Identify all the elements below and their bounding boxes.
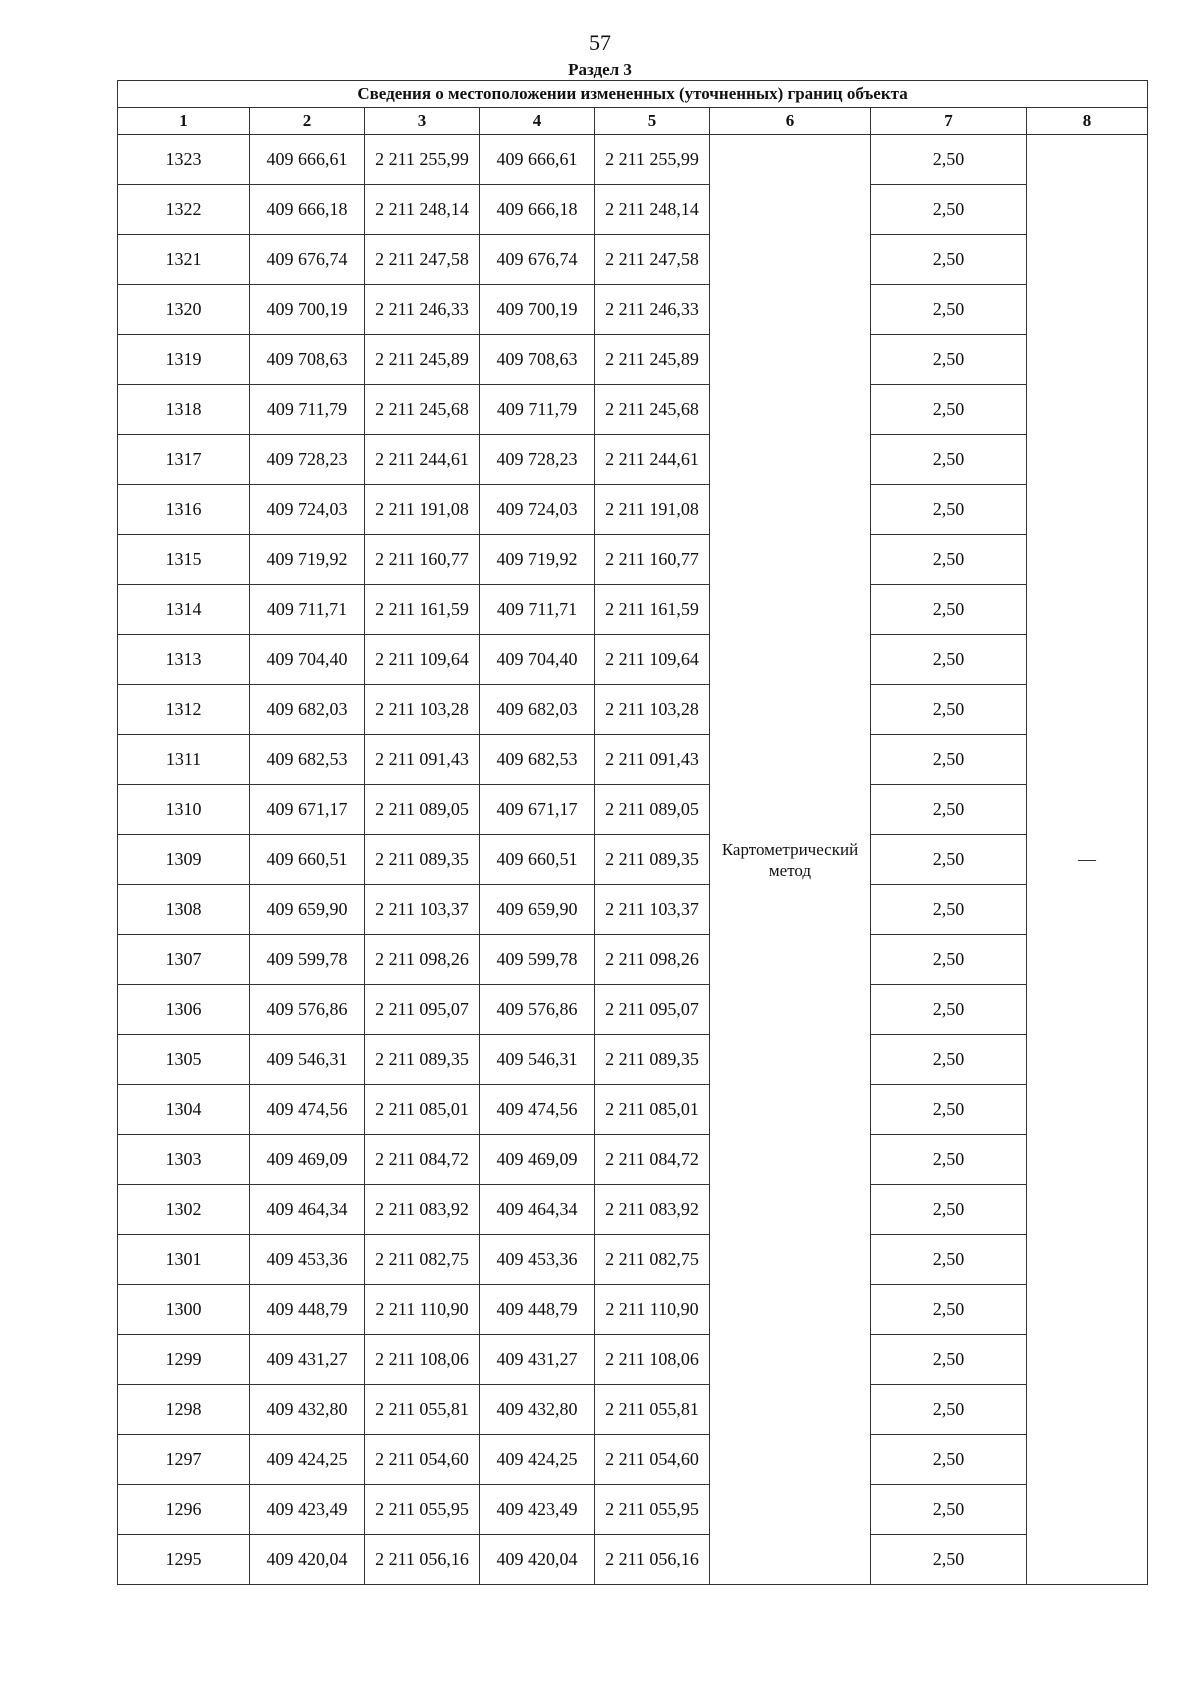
y-coordinate-cell: 2 211 245,68: [365, 385, 480, 435]
table-row: [118, 785, 1148, 835]
table-row: [118, 485, 1148, 535]
x-coordinate-cell: 409 576,86: [250, 985, 365, 1035]
x-coordinate-cell: 409 431,27: [250, 1335, 365, 1385]
table-row: [118, 935, 1148, 985]
accuracy-cell: 2,50: [871, 485, 1027, 535]
y-coordinate-cell: 2 211 103,28: [365, 685, 480, 735]
y-coordinate-cell: 2 211 108,06: [365, 1335, 480, 1385]
x-coordinate-cell: 409 676,74: [480, 235, 595, 285]
table-row: [118, 885, 1148, 935]
x-coordinate-cell: 409 676,74: [250, 235, 365, 285]
y-coordinate-cell: 2 211 246,33: [595, 285, 710, 335]
x-coordinate-cell: 409 671,17: [250, 785, 365, 835]
table-row: [118, 835, 1148, 885]
x-coordinate-cell: 409 708,63: [480, 335, 595, 385]
x-coordinate-cell: 409 448,79: [250, 1285, 365, 1335]
table-row: [118, 1085, 1148, 1135]
column-number-header: 1: [118, 108, 250, 135]
y-coordinate-cell: 2 211 245,89: [595, 335, 710, 385]
x-coordinate-cell: 409 453,36: [480, 1235, 595, 1285]
x-coordinate-cell: 409 682,03: [250, 685, 365, 735]
accuracy-cell: 2,50: [871, 535, 1027, 585]
accuracy-cell: 2,50: [871, 685, 1027, 735]
table-row: [118, 335, 1148, 385]
table-row: [118, 1385, 1148, 1435]
point-number-cell: 1300: [118, 1285, 250, 1335]
accuracy-cell: 2,50: [871, 385, 1027, 435]
point-number-cell: 1315: [118, 535, 250, 585]
x-coordinate-cell: 409 432,80: [250, 1385, 365, 1435]
point-number-cell: 1308: [118, 885, 250, 935]
y-coordinate-cell: 2 211 089,35: [365, 1035, 480, 1085]
accuracy-cell: 2,50: [871, 1235, 1027, 1285]
x-coordinate-cell: 409 546,31: [480, 1035, 595, 1085]
x-coordinate-cell: 409 700,19: [480, 285, 595, 335]
x-coordinate-cell: 409 432,80: [480, 1385, 595, 1435]
x-coordinate-cell: 409 453,36: [250, 1235, 365, 1285]
x-coordinate-cell: 409 666,61: [250, 135, 365, 185]
column-number-header: 4: [480, 108, 595, 135]
y-coordinate-cell: 2 211 110,90: [595, 1285, 710, 1335]
column-number-header: 6: [710, 108, 871, 135]
table-body: [118, 135, 1148, 1585]
x-coordinate-cell: 409 728,23: [480, 435, 595, 485]
y-coordinate-cell: 2 211 084,72: [595, 1135, 710, 1185]
y-coordinate-cell: 2 211 085,01: [365, 1085, 480, 1135]
accuracy-cell: 2,50: [871, 1335, 1027, 1385]
table-row: [118, 185, 1148, 235]
y-coordinate-cell: 2 211 109,64: [365, 635, 480, 685]
y-coordinate-cell: 2 211 255,99: [595, 135, 710, 185]
x-coordinate-cell: 409 724,03: [480, 485, 595, 535]
accuracy-cell: 2,50: [871, 985, 1027, 1035]
table-caption-row: [118, 81, 1148, 108]
table-row: [118, 235, 1148, 285]
point-number-cell: 1310: [118, 785, 250, 835]
x-coordinate-cell: 409 659,90: [250, 885, 365, 935]
column-number-header: 7: [871, 108, 1027, 135]
accuracy-cell: 2,50: [871, 1135, 1027, 1185]
table-row: [118, 1135, 1148, 1185]
y-coordinate-cell: 2 211 055,81: [365, 1385, 480, 1435]
column-number-row: [118, 108, 1148, 135]
y-coordinate-cell: 2 211 089,35: [595, 835, 710, 885]
y-coordinate-cell: 2 211 103,37: [365, 885, 480, 935]
x-coordinate-cell: 409 599,78: [480, 935, 595, 985]
accuracy-cell: 2,50: [871, 185, 1027, 235]
x-coordinate-cell: 409 711,79: [480, 385, 595, 435]
table-row: [118, 1235, 1148, 1285]
point-number-cell: 1301: [118, 1235, 250, 1285]
x-coordinate-cell: 409 424,25: [480, 1435, 595, 1485]
accuracy-cell: 2,50: [871, 1285, 1027, 1335]
y-coordinate-cell: 2 211 103,37: [595, 885, 710, 935]
column-number-header: 5: [595, 108, 710, 135]
accuracy-cell: 2,50: [871, 235, 1027, 285]
y-coordinate-cell: 2 211 108,06: [595, 1335, 710, 1385]
table-row: [118, 635, 1148, 685]
x-coordinate-cell: 409 599,78: [250, 935, 365, 985]
x-coordinate-cell: 409 660,51: [250, 835, 365, 885]
y-coordinate-cell: 2 211 055,95: [365, 1485, 480, 1535]
point-number-cell: 1307: [118, 935, 250, 985]
y-coordinate-cell: 2 211 161,59: [365, 585, 480, 635]
table-row: [118, 1335, 1148, 1385]
table-row: [118, 735, 1148, 785]
y-coordinate-cell: 2 211 110,90: [365, 1285, 480, 1335]
x-coordinate-cell: 409 576,86: [480, 985, 595, 1035]
point-number-cell: 1312: [118, 685, 250, 735]
point-number-cell: 1320: [118, 285, 250, 335]
accuracy-cell: 2,50: [871, 335, 1027, 385]
point-number-cell: 1314: [118, 585, 250, 635]
table-caption: Сведения о местоположении измененных (уточненных) границ объекта: [118, 81, 1148, 108]
x-coordinate-cell: 409 719,92: [480, 535, 595, 585]
point-number-cell: 1309: [118, 835, 250, 885]
x-coordinate-cell: 409 666,18: [250, 185, 365, 235]
x-coordinate-cell: 409 660,51: [480, 835, 595, 885]
x-coordinate-cell: 409 423,49: [250, 1485, 365, 1535]
point-number-cell: 1316: [118, 485, 250, 535]
y-coordinate-cell: 2 211 098,26: [595, 935, 710, 985]
y-coordinate-cell: 2 211 056,16: [595, 1535, 710, 1585]
y-coordinate-cell: 2 211 054,60: [595, 1435, 710, 1485]
table-row: [118, 1485, 1148, 1535]
table-row: [118, 1185, 1148, 1235]
column-number-header: 2: [250, 108, 365, 135]
y-coordinate-cell: 2 211 089,35: [365, 835, 480, 885]
y-coordinate-cell: 2 211 109,64: [595, 635, 710, 685]
y-coordinate-cell: 2 211 082,75: [595, 1235, 710, 1285]
x-coordinate-cell: 409 704,40: [250, 635, 365, 685]
accuracy-cell: 2,50: [871, 935, 1027, 985]
y-coordinate-cell: 2 211 083,92: [365, 1185, 480, 1235]
point-number-cell: 1313: [118, 635, 250, 685]
column-8-cell: —: [1027, 135, 1148, 1585]
accuracy-cell: 2,50: [871, 785, 1027, 835]
y-coordinate-cell: 2 211 248,14: [595, 185, 710, 235]
accuracy-cell: 2,50: [871, 1085, 1027, 1135]
y-coordinate-cell: 2 211 055,81: [595, 1385, 710, 1435]
point-number-cell: 1303: [118, 1135, 250, 1185]
point-number-cell: 1318: [118, 385, 250, 435]
y-coordinate-cell: 2 211 246,33: [365, 285, 480, 335]
x-coordinate-cell: 409 711,71: [250, 585, 365, 635]
x-coordinate-cell: 409 448,79: [480, 1285, 595, 1335]
x-coordinate-cell: 409 424,25: [250, 1435, 365, 1485]
page-number: 57: [589, 30, 611, 55]
accuracy-cell: 2,50: [871, 1385, 1027, 1435]
y-coordinate-cell: 2 211 089,35: [595, 1035, 710, 1085]
accuracy-cell: 2,50: [871, 1535, 1027, 1585]
accuracy-cell: 2,50: [871, 885, 1027, 935]
y-coordinate-cell: 2 211 098,26: [365, 935, 480, 985]
x-coordinate-cell: 409 711,71: [480, 585, 595, 635]
table-row: [118, 385, 1148, 435]
y-coordinate-cell: 2 211 054,60: [365, 1435, 480, 1485]
accuracy-cell: 2,50: [871, 435, 1027, 485]
x-coordinate-cell: 409 671,17: [480, 785, 595, 835]
y-coordinate-cell: 2 211 244,61: [595, 435, 710, 485]
table-row: [118, 1535, 1148, 1585]
accuracy-cell: 2,50: [871, 585, 1027, 635]
x-coordinate-cell: 409 682,03: [480, 685, 595, 735]
section-title: Раздел 3: [568, 60, 632, 79]
point-number-cell: 1297: [118, 1435, 250, 1485]
table-row: [118, 585, 1148, 635]
x-coordinate-cell: 409 469,09: [480, 1135, 595, 1185]
y-coordinate-cell: 2 211 095,07: [365, 985, 480, 1035]
point-number-cell: 1302: [118, 1185, 250, 1235]
table-row: [118, 1435, 1148, 1485]
y-coordinate-cell: 2 211 091,43: [365, 735, 480, 785]
method-cell: Картометрический метод: [710, 135, 871, 1585]
y-coordinate-cell: 2 211 095,07: [595, 985, 710, 1035]
y-coordinate-cell: 2 211 245,89: [365, 335, 480, 385]
accuracy-cell: 2,50: [871, 835, 1027, 885]
x-coordinate-cell: 409 659,90: [480, 885, 595, 935]
y-coordinate-cell: 2 211 247,58: [595, 235, 710, 285]
point-number-cell: 1321: [118, 235, 250, 285]
accuracy-cell: 2,50: [871, 1435, 1027, 1485]
point-number-cell: 1319: [118, 335, 250, 385]
y-coordinate-cell: 2 211 055,95: [595, 1485, 710, 1535]
table-row: [118, 285, 1148, 335]
x-coordinate-cell: 409 666,18: [480, 185, 595, 235]
x-coordinate-cell: 409 728,23: [250, 435, 365, 485]
y-coordinate-cell: 2 211 085,01: [595, 1085, 710, 1135]
point-number-cell: 1298: [118, 1385, 250, 1435]
y-coordinate-cell: 2 211 191,08: [365, 485, 480, 535]
y-coordinate-cell: 2 211 083,92: [595, 1185, 710, 1235]
accuracy-cell: 2,50: [871, 135, 1027, 185]
y-coordinate-cell: 2 211 082,75: [365, 1235, 480, 1285]
y-coordinate-cell: 2 211 248,14: [365, 185, 480, 235]
x-coordinate-cell: 409 682,53: [250, 735, 365, 785]
y-coordinate-cell: 2 211 255,99: [365, 135, 480, 185]
y-coordinate-cell: 2 211 091,43: [595, 735, 710, 785]
point-number-cell: 1311: [118, 735, 250, 785]
y-coordinate-cell: 2 211 089,05: [365, 785, 480, 835]
table-row: [118, 1285, 1148, 1335]
x-coordinate-cell: 409 464,34: [480, 1185, 595, 1235]
x-coordinate-cell: 409 719,92: [250, 535, 365, 585]
y-coordinate-cell: 2 211 161,59: [595, 585, 710, 635]
point-number-cell: 1306: [118, 985, 250, 1035]
x-coordinate-cell: 409 682,53: [480, 735, 595, 785]
x-coordinate-cell: 409 431,27: [480, 1335, 595, 1385]
y-coordinate-cell: 2 211 160,77: [365, 535, 480, 585]
accuracy-cell: 2,50: [871, 285, 1027, 335]
x-coordinate-cell: 409 711,79: [250, 385, 365, 435]
table-row: [118, 435, 1148, 485]
y-coordinate-cell: 2 211 247,58: [365, 235, 480, 285]
accuracy-cell: 2,50: [871, 635, 1027, 685]
point-number-cell: 1304: [118, 1085, 250, 1135]
x-coordinate-cell: 409 724,03: [250, 485, 365, 535]
x-coordinate-cell: 409 474,56: [480, 1085, 595, 1135]
point-number-cell: 1299: [118, 1335, 250, 1385]
column-number-header: 3: [365, 108, 480, 135]
table-row: [118, 985, 1148, 1035]
point-number-cell: 1317: [118, 435, 250, 485]
table-row: [118, 1035, 1148, 1085]
x-coordinate-cell: 409 464,34: [250, 1185, 365, 1235]
accuracy-cell: 2,50: [871, 1035, 1027, 1085]
x-coordinate-cell: 409 700,19: [250, 285, 365, 335]
accuracy-cell: 2,50: [871, 1485, 1027, 1535]
y-coordinate-cell: 2 211 191,08: [595, 485, 710, 535]
x-coordinate-cell: 409 666,61: [480, 135, 595, 185]
y-coordinate-cell: 2 211 160,77: [595, 535, 710, 585]
y-coordinate-cell: 2 211 244,61: [365, 435, 480, 485]
table-row: [118, 535, 1148, 585]
accuracy-cell: 2,50: [871, 735, 1027, 785]
y-coordinate-cell: 2 211 103,28: [595, 685, 710, 735]
point-number-cell: 1323: [118, 135, 250, 185]
boundary-table: [117, 80, 1148, 1585]
x-coordinate-cell: 409 469,09: [250, 1135, 365, 1185]
column-number-header: 8: [1027, 108, 1148, 135]
x-coordinate-cell: 409 546,31: [250, 1035, 365, 1085]
x-coordinate-cell: 409 474,56: [250, 1085, 365, 1135]
point-number-cell: 1322: [118, 185, 250, 235]
point-number-cell: 1305: [118, 1035, 250, 1085]
table-row: [118, 685, 1148, 735]
x-coordinate-cell: 409 708,63: [250, 335, 365, 385]
table-row: [118, 135, 1148, 185]
y-coordinate-cell: 2 211 084,72: [365, 1135, 480, 1185]
x-coordinate-cell: 409 420,04: [250, 1535, 365, 1585]
y-coordinate-cell: 2 211 089,05: [595, 785, 710, 835]
y-coordinate-cell: 2 211 056,16: [365, 1535, 480, 1585]
accuracy-cell: 2,50: [871, 1185, 1027, 1235]
point-number-cell: 1295: [118, 1535, 250, 1585]
x-coordinate-cell: 409 704,40: [480, 635, 595, 685]
point-number-cell: 1296: [118, 1485, 250, 1535]
x-coordinate-cell: 409 423,49: [480, 1485, 595, 1535]
x-coordinate-cell: 409 420,04: [480, 1535, 595, 1585]
y-coordinate-cell: 2 211 245,68: [595, 385, 710, 435]
